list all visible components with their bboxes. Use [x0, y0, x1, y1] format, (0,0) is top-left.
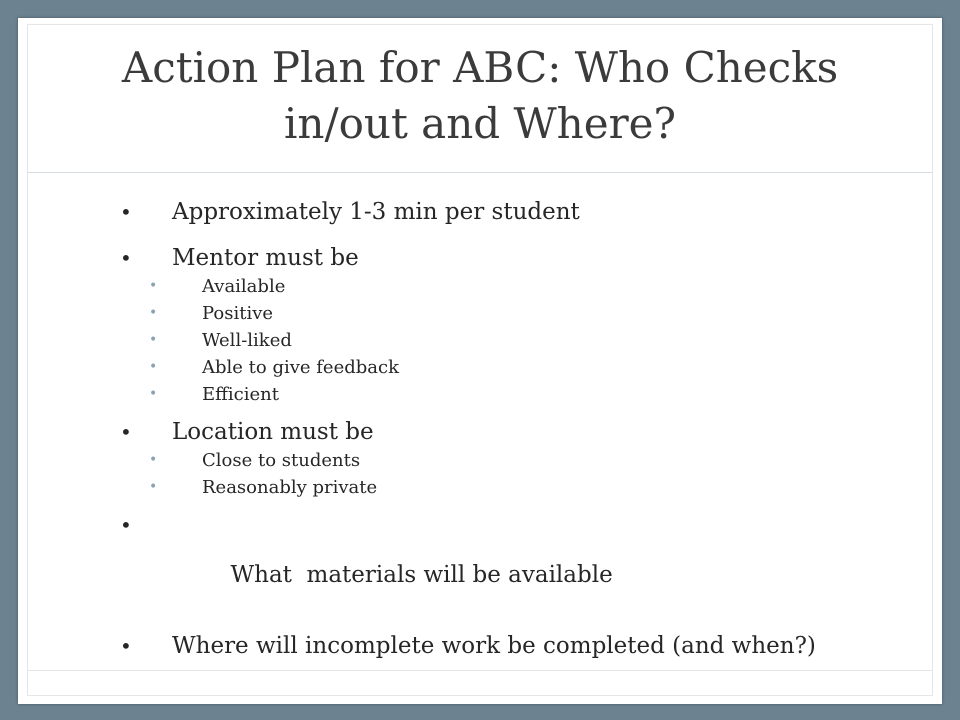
bullet-text: What materials will be available	[230, 562, 613, 588]
sub-bullet-icon: •	[149, 278, 158, 294]
bullet-icon: •	[120, 420, 132, 444]
bullet-text: Approximately 1-3 min per student	[172, 199, 580, 225]
bullet-icon: •	[120, 513, 132, 537]
sub-bullet-icon: •	[149, 452, 158, 468]
bullet-text: Location must be	[172, 419, 374, 445]
footer-divider	[27, 670, 933, 671]
bullet-list	[114, 200, 874, 659]
sub-bullet-icon: •	[149, 359, 158, 375]
bullet-icon: •	[120, 634, 132, 658]
sub-bullet-icon: •	[149, 305, 158, 321]
sub-bullet-text: Available	[202, 276, 286, 297]
sub-bullet-item	[114, 474, 874, 501]
sub-bullet-text: Reasonably private	[202, 477, 378, 498]
bullet-item	[114, 420, 874, 501]
sub-bullet-text: Well-liked	[202, 330, 292, 351]
bullet-item	[114, 634, 874, 659]
title-divider	[27, 172, 933, 173]
slide-body	[114, 200, 874, 680]
bullet-item	[114, 513, 874, 613]
bullet-text: Where will incomplete work be completed (and when?)	[172, 633, 816, 659]
sub-bullet-item	[114, 273, 874, 300]
bullet-item	[114, 246, 874, 408]
bullet-icon: •	[120, 246, 132, 270]
bullet-item	[114, 200, 874, 225]
sub-bullet-list	[114, 447, 874, 501]
slide-title: Action Plan for ABC: Who Checks in/out and Where?	[121, 43, 839, 148]
sub-bullet-item	[114, 327, 874, 354]
sub-bullet-item	[114, 381, 874, 408]
sub-bullet-item	[114, 354, 874, 381]
sub-bullet-item	[114, 300, 874, 327]
sub-bullet-text: Efficient	[202, 384, 280, 405]
sub-bullet-icon: •	[149, 386, 158, 402]
bullet-text: Mentor must be	[172, 245, 359, 271]
bullet-icon: •	[120, 200, 132, 224]
sub-bullet-text: Positive	[202, 303, 274, 324]
sub-bullet-text: Able to give feedback	[202, 357, 399, 378]
sub-bullet-icon: •	[149, 332, 158, 348]
sub-bullet-icon: •	[149, 479, 158, 495]
sub-bullet-item	[114, 447, 874, 474]
sub-bullet-list	[114, 273, 874, 408]
slide	[18, 18, 942, 704]
sub-bullet-text: Close to students	[202, 450, 361, 471]
